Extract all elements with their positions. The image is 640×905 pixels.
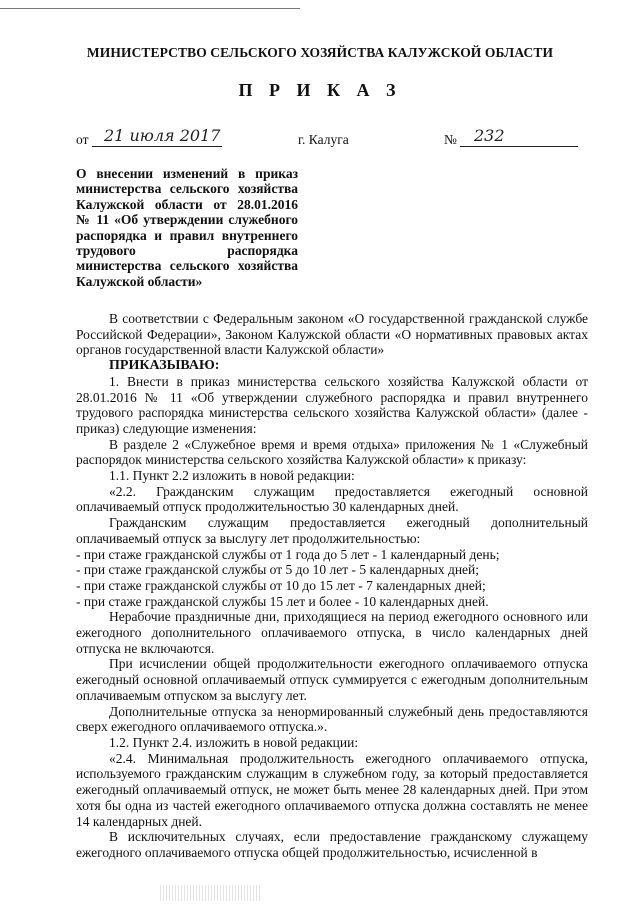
subject-line: распорядка и правил внутреннего: [76, 227, 298, 243]
paragraph-total-leave: При исчислении общей продолжительности ежегодного оплачиваемого отпуска ежегодный основной оплачиваемый отпуск суммируется с ежегодным дополнительным оплачиваемым отпуском за выслугу лет.: [76, 656, 588, 703]
subject-line: Калужской области»: [76, 273, 203, 289]
paragraph-extra-leave: Дополнительные отпуска за ненормированный служебный день предоставляются сверх ежегодного оплачиваемого отпуска.».: [76, 703, 588, 735]
ministry-title: МИНИСТЕРСТВО СЕЛЬСКОГО ХОЗЯЙСТВА КАЛУЖСКОЙ ОБЛАСТИ: [86, 45, 554, 60]
paragraph-1-1: 1.1. Пункт 2.2 изложить в новой редакции:: [109, 468, 355, 484]
number-underline: [460, 146, 578, 147]
paragraph-2: В разделе 2 «Служебное время и время отдыха» приложения № 1 «Служебный распорядок министерства сельского хозяйства Калужской области» к приказу:: [76, 436, 588, 468]
order-keyword: ПРИКАЗЫВАЮ:: [109, 358, 220, 374]
list-item: - при стаже гражданской службы от 1 года до 5 лет - 1 календарный день;: [76, 546, 500, 562]
list-item: - при стаже гражданской службы 15 лет и более - 10 календарных дней.: [76, 593, 489, 609]
subject-line: Калужской области от 28.01.2016: [76, 196, 298, 212]
dateline: [76, 126, 586, 152]
subject-line: О внесении изменений в приказ: [76, 166, 298, 181]
order-subject: [76, 166, 298, 289]
city-label: г. Калуга: [298, 132, 349, 147]
subject-line: трудового распорядка: [76, 243, 298, 259]
scan-artifact-bottom: [160, 885, 260, 901]
subject-line: министерства сельского хозяйства: [76, 181, 298, 197]
document-body: [76, 311, 588, 861]
paragraph-additional-leave: Гражданским служащим предоставляется ежегодный дополнительный оплачиваемый отпуск за выслугу лет продолжительностью:: [76, 515, 588, 546]
paragraph-holidays: Нерабочие праздничные дни, приходящиеся на период ежегодного основного или ежегодного дополнительного оплачиваемого отпуска, в число календарных дней отпуска не включаются.: [76, 609, 588, 656]
subject-line: № 11 «Об утверждении служебного: [76, 212, 298, 228]
date-from-label: от: [76, 132, 89, 147]
paragraph-1: 1. Внести в приказ министерства сельского хозяйства Калужской области от 28.01.2016 № 11 «Об утверждении служебного распорядка и правил внутреннего трудового распорядка министерства сельского хозяйства Калужской области» (далее - приказ) следующие изменения:: [76, 373, 588, 436]
handwritten-number: 232: [474, 126, 505, 145]
date-underline: [92, 146, 222, 147]
document-type-title: П Р И К А З: [238, 80, 402, 100]
list-item: - при стаже гражданской службы от 10 до 15 лет - 7 календарных дней;: [76, 577, 486, 593]
paragraph-2-4-quote: «2.4. Минимальная продолжительность ежегодного оплачиваемого отпуска, используемого гражданским служащим в служебном году, за который предоставляется ежегодный оплачиваемый отпуск, не может быть менее 28 календарных дней. При этом хотя бы одна из частей ежегодного оплачиваемого отпуска должна составлять не менее 14 календарных дней.: [76, 750, 588, 829]
preamble-paragraph: В соответствии с Федеральным законом «О государственной гражданской службе Российской Федерации», Законом Калужской области «О нормативных правовых актах органов государственной власти Калужской области»: [76, 311, 588, 358]
scan-artifact-line: [0, 8, 300, 9]
subject-line: министерства сельского хозяйства: [76, 258, 298, 274]
number-label: №: [444, 132, 457, 147]
handwritten-date: 21 июля 2017: [104, 126, 221, 145]
paragraph-2-2-quote: «2.2. Гражданским служащим предоставляется ежегодный основной оплачиваемый отпуск продолжительностью 30 календарных дней.: [76, 483, 588, 515]
paragraph-1-2: 1.2. Пункт 2.4. изложить в новой редакции:: [109, 734, 359, 750]
paragraph-exceptional-cases: В исключительных случаях, если предоставление гражданскому служащему ежегодного оплачиваемого отпуска общей продолжительностью, исчисленной в: [76, 829, 588, 860]
list-item: - при стаже гражданской службы от 5 до 10 лет - 5 календарных дней;: [76, 562, 480, 578]
